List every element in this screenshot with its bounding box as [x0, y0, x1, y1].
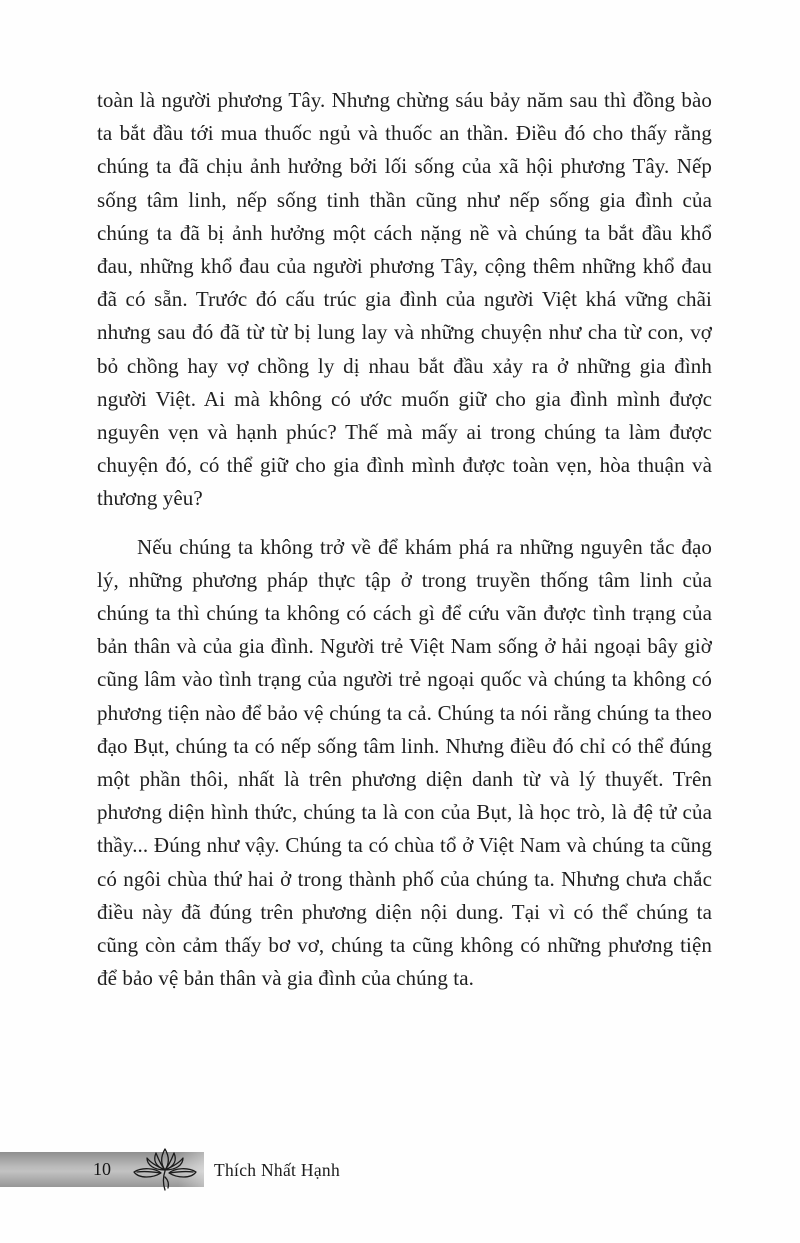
page-number: 10 — [93, 1159, 111, 1179]
lotus-icon — [128, 1143, 202, 1195]
paragraph: Nếu chúng ta không trở về để khám phá ra những nguyên tắc đạo lý, những phương pháp thực tập ở trong truyền thống tâm linh của chúng ta thì chúng ta không có cách gì để cứu vãn được tình trạng của bản thân và của gia đình. Người trẻ Việt Nam sống ở hải ngoại bây giờ cũng lâm vào tình trạng của người trẻ ngoại quốc và chúng ta không có phương tiện nào để bảo vệ chúng ta cả. Chúng ta nói rằng chúng ta theo đạo Bụt, chúng ta có nếp sống tâm linh. Nhưng điều đó chỉ có thể đúng một phần thôi, nhất là trên phương diện danh từ và lý thuyết. Trên phương diện hình thức, chúng ta là con của Bụt, là học trò, là đệ tử của thầy... Đúng như vậy. Chúng ta có chùa tổ ở Việt Nam và chúng ta cũng có ngôi chùa thứ hai ở trong thành phố của chúng ta. Nhưng chưa chắc điều này đã đúng trên phương diện nội dung. Tại vì có thể chúng ta cũng còn cảm thấy bơ vơ, chúng ta cũng không có những phương tiện để bảo vệ bản thân và gia đình của chúng ta. — [97, 534, 712, 991]
author-name: Thích Nhất Hạnh — [214, 1160, 340, 1180]
paragraph: toàn là người phương Tây. Nhưng chừng sáu bảy năm sau thì đồng bào ta bắt đầu tới mua thuốc ngủ và thuốc an thần. Điều đó cho thấy rằng chúng ta đã chịu ảnh hưởng bởi lối sống của xã hội phương Tây. Nếp sống tâm linh, nếp sống tinh thần cũng như nếp sống gia đình của chúng ta đã bị ảnh hưởng một cách nặng nề và chúng ta bắt đầu khổ đau, những khổ đau của người phương Tây, cộng thêm những khổ đau đã có sẵn. Trước đó cấu trúc gia đình của người Việt khá vững chãi nhưng sau đó đã từ từ bị lung lay và những chuyện như cha từ con, vợ bỏ chồng hay vợ chồng ly dị nhau bắt đầu xảy ra ở những gia đình người Việt. Ai mà không có ước muốn giữ cho gia đình mình được nguyên vẹn và hạnh phúc? Thế mà mấy ai trong chúng ta làm được chuyện đó, có thể giữ cho gia đình mình được toàn vẹn, hòa thuận và thương yêu? — [97, 88, 712, 511]
body-text — [97, 84, 712, 995]
